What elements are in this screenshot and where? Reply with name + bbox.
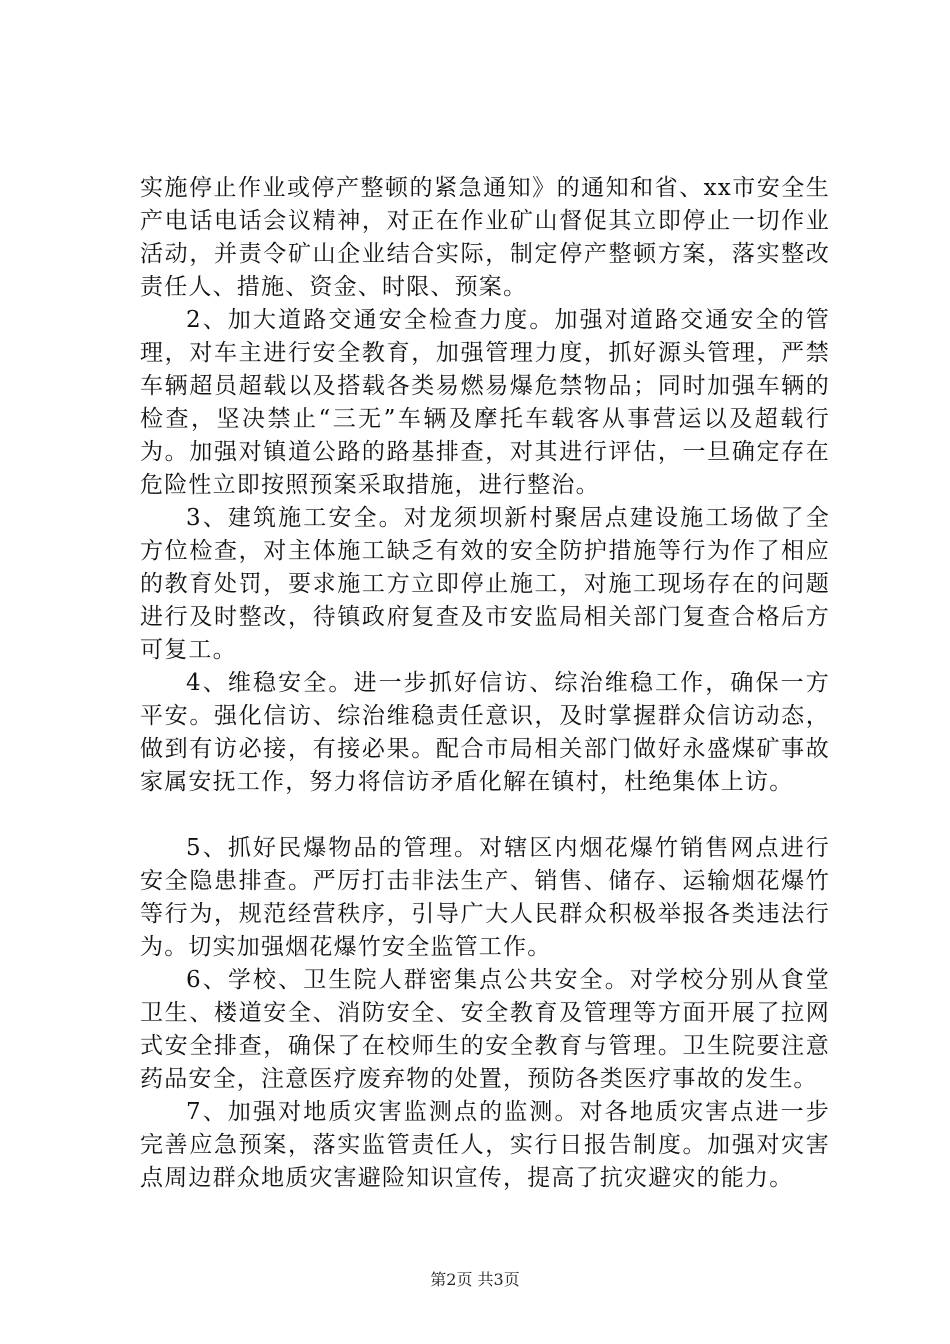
document-body [140, 172, 830, 1195]
page-footer: 第2页 共3页 [430, 1270, 520, 1289]
paragraph-construction: 3、建筑施工安全。对龙须坝新村聚居点建设施工场做了全方位检查，对主体施工缺乏有效的安全防护措施等行为作了相应的教育处罚，要求施工方立即停止施工，对施工现场存在的问题进行及时整改，待镇政府复查及市安监局相关部门复查合格后方可复工。 [140, 505, 830, 663]
paragraph-road-traffic: 2、加大道路交通安全检查力度。加强对道路交通安全的管理，对车主进行安全教育，加强管理力度，抓好源头管理，严禁车辆超员超载以及搭载各类易燃易爆危禁物品；同时加强车辆的检查，坚决禁止“三无”车辆及摩托车载客从事营运以及超载行为。加强对镇道公路的路基排查，对其进行评估，一旦确定存在危险性立即按照预案采取措施，进行整治。 [140, 307, 830, 498]
paragraph-continuation: 实施停止作业或停产整顿的紧急通知》的通知和省、xx市安全生产电话电话会议精神，对正在作业矿山督促其立即停止一切作业活动，并责令矿山企业结合实际，制定停产整顿方案，落实整改责任人、措施、资金、时限、预案。 [140, 175, 830, 300]
paragraph-public-safety: 6、学校、卫生院人群密集点公共安全。对学校分别从食堂卫生、楼道安全、消防安全、安全教育及管理等方面开展了拉网式安全排查，确保了在校师生的安全教育与管理。卫生院要注意药品安全，注意医疗废弃物的处置，预防各类医疗事故的发生。 [140, 967, 830, 1092]
paragraph-geological: 7、加强对地质灾害监测点的监测。对各地质灾害点进一步完善应急预案，落实监管责任人，实行日报告制度。加强对灾害点周边群众地质灾害避险知识宣传，提高了抗灾避灾的能力。 [140, 1099, 830, 1191]
paragraph-explosives: 5、抓好民爆物品的管理。对辖区内烟花爆竹销售网点进行安全隐患排查。严厉打击非法生产、销售、储存、运输烟花爆竹等行为，规范经营秩序，引导广大人民群众积极举报各类违法行为。切实加强烟花爆竹安全监管工作。 [140, 835, 830, 960]
paragraph-stability: 4、维稳安全。进一步抓好信访、综治维稳工作，确保一方平安。强化信访、综治维稳责任意识，及时掌握群众信访动态，做到有访必接，有接必果。配合市局相关部门做好永盛煤矿事故家属安抚工作，努力将信访矛盾化解在镇村，杜绝集体上访。 [140, 670, 830, 795]
